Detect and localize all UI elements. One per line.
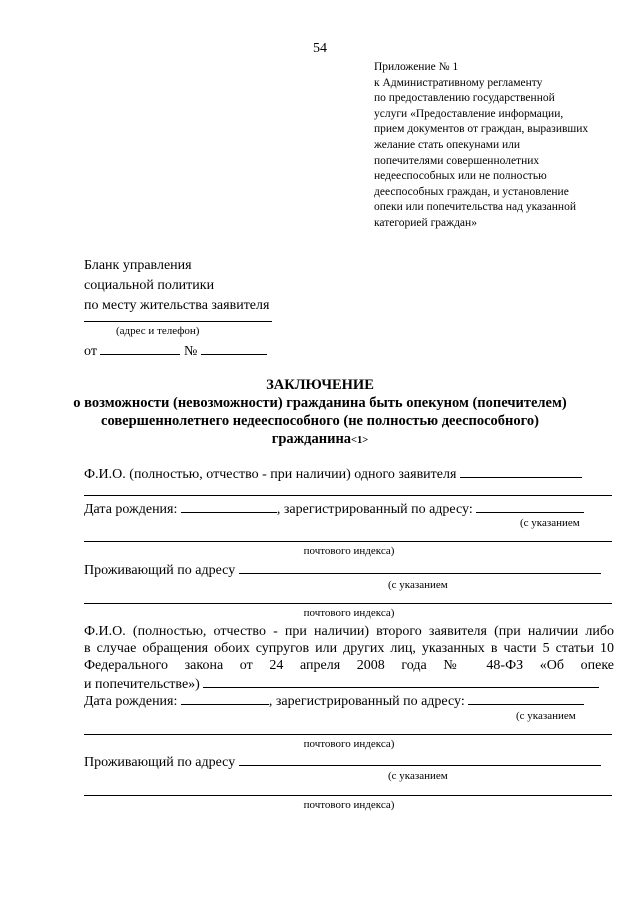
title-line [0, 431, 640, 448]
registered-label: , зарегистрированный по адресу: [276, 502, 473, 517]
sender-line: по месту жительства заявителя [84, 298, 270, 313]
title-line: о возможности (невозможности) гражданина быть опекуном (попечителем) [73, 395, 567, 411]
birth-date-field[interactable] [181, 500, 277, 513]
appendix-line: к Административному регламенту [374, 76, 543, 89]
index-caption-close: почтового индекса) [303, 607, 395, 619]
appendix-line: услуги «Предоставление информации, [374, 107, 564, 120]
title-line: совершеннолетнего недееспособного (не полностью дееспособного) [101, 413, 539, 429]
appendix-line: дееспособных граждан, и установление [374, 185, 569, 198]
from-label: от [84, 344, 97, 359]
second-applicant-name-field[interactable] [203, 675, 599, 688]
index-caption-close: почтового индекса) [303, 738, 395, 750]
index-caption-open: (с указанием [388, 770, 448, 782]
index-caption-open: (с указанием [516, 710, 576, 722]
number-field[interactable] [201, 342, 267, 355]
second-applicant-text: и попечительстве») [84, 677, 200, 692]
birth-date-field[interactable] [181, 692, 269, 705]
registered-address-line[interactable] [84, 541, 612, 542]
index-caption-close: почтового индекса) [303, 799, 395, 811]
second-applicant-text: Ф.И.О. (полностью, отчество - при наличии) второго заявителя (при наличии либо [84, 624, 614, 639]
second-birth-row [84, 692, 584, 710]
first-applicant-label: Ф.И.О. (полностью, отчество - при наличии) одного заявителя [84, 467, 457, 482]
residing-address-field[interactable] [239, 561, 601, 574]
second-residing-row [84, 753, 601, 771]
registered-address-field[interactable] [476, 500, 584, 513]
sender-line: Бланк управления [84, 258, 192, 273]
address-line[interactable] [84, 321, 272, 322]
first-applicant-name-line[interactable] [84, 495, 612, 496]
residing-label: Проживающий по адресу [84, 563, 236, 578]
footnote-ref[interactable]: <1> [351, 435, 369, 446]
document-heading: ЗАКЛЮЧЕНИЕ [266, 377, 374, 393]
second-applicant-text: в случае обращения обоих супругов или других лиц, указанных в части 5 статьи 10 [84, 641, 614, 656]
appendix-line: по предоставлению государственной [374, 92, 555, 105]
address-caption: (адрес и телефон) [116, 325, 200, 337]
first-birth-row [84, 500, 584, 518]
appendix-line: прием документов от граждан, выразивших [374, 123, 589, 136]
first-residing-row [84, 561, 601, 579]
appendix-line: опеки или попечительства над указанной [374, 201, 576, 214]
appendix-line: недееспособных или не полностью [374, 170, 547, 183]
residing-address-field[interactable] [239, 753, 601, 766]
residing-label: Проживающий по адресу [84, 755, 236, 770]
appendix-line: Приложение № 1 [374, 61, 459, 73]
page-number: 54 [313, 41, 327, 56]
registered-address-line[interactable] [84, 734, 612, 735]
number-sign: № [183, 344, 198, 359]
index-caption-open: (с указанием [520, 517, 580, 529]
birth-label: Дата рождения: [84, 502, 178, 517]
second-applicant-text: Федерального закона от 24 апреля 2008 года № 48-ФЗ «Об опеке [84, 658, 614, 673]
title-line-text: гражданина [271, 431, 352, 447]
first-applicant-row [84, 465, 582, 483]
second-applicant-row [84, 675, 599, 693]
residing-address-line[interactable] [84, 795, 612, 796]
index-caption-open: (с указанием [388, 579, 448, 591]
registered-address-field[interactable] [468, 692, 584, 705]
registered-label: , зарегистрированный по адресу: [268, 694, 465, 709]
birth-label: Дата рождения: [84, 694, 178, 709]
residing-address-line[interactable] [84, 603, 612, 604]
appendix-line: желание стать опекунами или [374, 138, 521, 151]
sender-line: социальной политики [84, 278, 215, 293]
date-field[interactable] [100, 342, 180, 355]
appendix-line: категорией граждан» [374, 216, 477, 229]
from-number-row [84, 342, 267, 360]
sender-block [84, 256, 269, 316]
appendix-block [374, 60, 588, 232]
index-caption-close: почтового индекса) [303, 545, 395, 557]
first-applicant-name-field[interactable] [460, 465, 582, 478]
appendix-line: попечителями совершеннолетних [374, 154, 540, 167]
